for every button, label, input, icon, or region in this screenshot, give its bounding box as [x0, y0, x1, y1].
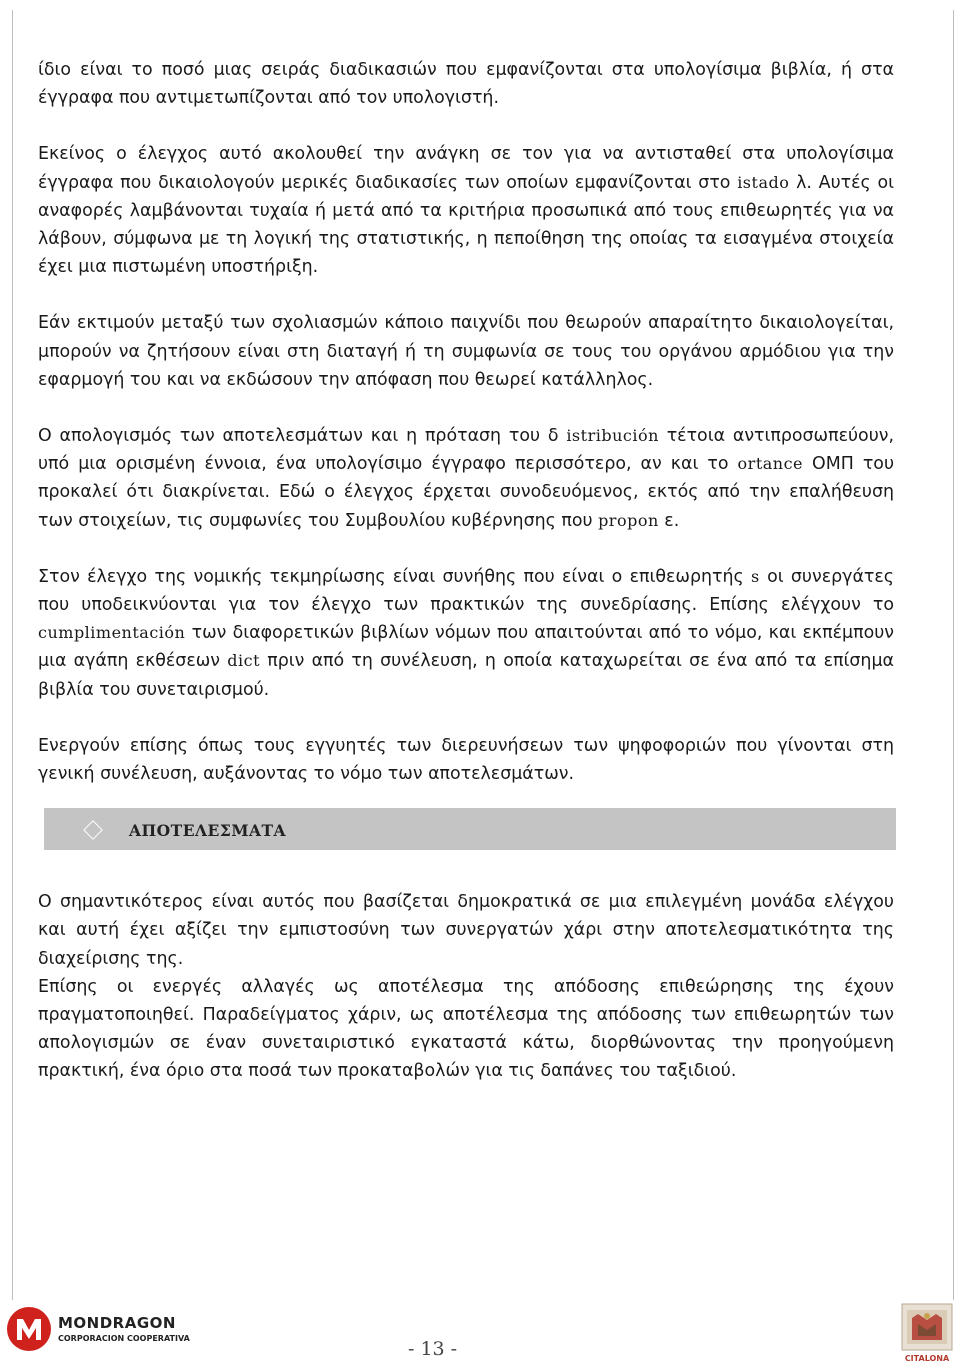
untranslated-fragment: s	[751, 566, 760, 586]
right-logo-text: CITALONA	[904, 1354, 950, 1363]
untranslated-fragment: istribución	[566, 426, 659, 446]
logo-subtitle: CORPORACION COOPERATIVA	[58, 1334, 190, 1343]
paragraph-text: των διαφορετικών βιβλίων νόμων που απαιτούνται από το νόμο, και εκπέμπουν μια αγάπη εκθέσεων	[38, 623, 894, 672]
paragraph-text: πριν από τη συνέλευση, η οποία καταχωρείται σε ένα από τα επίσημα βιβλία του συνεταιρισμού.	[38, 651, 894, 700]
paragraph-text: οι συνεργάτες που υποδεικνύονται για τον έλεγχο των πρακτικών της συνεδρίασης. Επίσης ελέγχουν το	[38, 566, 894, 616]
untranslated-fragment: dict	[227, 651, 260, 671]
paragraph-text: Εκείνος ο έλεγχος αυτό ακολουθεί την ανάγκη σε τον για να αντισταθεί στα υπολογίσιμα έγγραφα που δικαιολογούν μερικές διαδικασίες των οποίων εμφανίζονται στο	[38, 144, 894, 193]
paragraph: Ενεργούν επίσης όπως τους εγγυητές των διερευνήσεων των ψηφοφοριών που γίνονται στη γενική συνέλευση, αυξάνοντας το νόμο των αποτελεσμάτων.	[38, 735, 894, 785]
paragraph-text: Στον έλεγχο της νομικής τεκμηρίωσης είναι συνήθης που είναι ο επιθεωρητής	[38, 566, 752, 587]
section-header	[44, 808, 896, 850]
paragraph	[38, 422, 894, 535]
diamond-bullet-icon	[83, 820, 103, 840]
paragraph-text: τέτοια αντιπροσωπεύουν, υπό μια ορισμένη έννοια, ένα υπολογίσιμο έγγραφο περισσότερο, αν και το	[38, 426, 894, 475]
section-title: ΑΠΟΤΕΛΕΣΜΑΤΑ	[129, 821, 287, 841]
paragraph-text: λ. Αυτές οι αναφορές λαμβάνονται τυχαία ή μετά από τα κριτήρια προσωπικά από τους επιθεωρητές για να λάβουν, σύμφωνα με τη λογική της στατιστικής, η πεποίθηση της οποίας τα εισαγμένα στοιχεία έχει μια πιστωμένη υποστήριξη.	[38, 172, 894, 278]
untranslated-fragment: propon	[598, 510, 659, 530]
paragraph: Επίσης οι ενεργές αλλαγές ως αποτέλεσμα της απόδοσης επιθεώρησης της έχουν πραγματοποιηθεί. Παραδείγματος χάριν, ως αποτέλεσμα της απόδοσης των επιθεωρητών των απολογισμών σε έναν συνεταιριστικό εγκαταστά κάτω, διορθώνοντας την προηγούμενη πρακτική, ένα όριο στα ποσά των προκαταβολών για τις δαπάνες του ταξιδιού.	[38, 976, 894, 1082]
paragraph: ίδιο είναι το ποσό μιας σειράς διαδικασιών που εμφανίζονται στα υπολογίσιμα βιβλία, ή στα έγγραφα που αντιμετωπίζονται από τον υπολογιστή.	[38, 60, 894, 109]
paragraph-text: ε.	[658, 510, 680, 531]
paragraph: Ο σημαντικότερος είναι αυτός που βασίζεται δημοκρατικά σε μια επιλεγμένη μονάδα ελέγχου και αυτή έχει αξίζει την εμπιστοσύνη των συνεργατών χάρι στην αποτελεσματικότητα της διαχείρισης της.	[38, 892, 894, 969]
page-number: - 13 -	[408, 1338, 458, 1360]
mondragon-logo-icon	[6, 1306, 52, 1352]
logo-name: MONDRAGON	[58, 1314, 176, 1332]
paragraph-text: Ο απολογισμός των αποτελεσμάτων και η πρόταση του δ	[38, 426, 567, 447]
untranslated-fragment: cumplimentación	[38, 623, 186, 643]
cooperative-crest-logo-icon	[898, 1302, 956, 1365]
page-footer	[0, 1300, 960, 1367]
paragraph	[38, 140, 894, 281]
paragraph-text: ΟΜΠ του προκαλεί ότι διακρίνεται. Εδώ ο έλεγχος έρχεται συνοδευόμενος, εκτός από την επαλήθευση των στοιχείων, τις συμφωνίες του Συμβουλίου κυβέρνησης που	[38, 454, 895, 531]
paragraph: Εάν εκτιμούν μεταξύ των σχολιασμών κάποιο παιχνίδι που θεωρούν απαραίτητο δικαιολογείται, μπορούν να ζητήσουν είναι στη διαταγή ή τη συμφωνία σε τους του οργάνου αρμόδιου για την εφαρμογή του και να εκδώσουν την απόφαση που θεωρεί κατάλληλος.	[38, 313, 894, 390]
document-body	[38, 56, 894, 1086]
paragraph	[38, 563, 894, 704]
untranslated-fragment: ortance	[737, 454, 804, 474]
untranslated-fragment: istado	[737, 172, 790, 192]
